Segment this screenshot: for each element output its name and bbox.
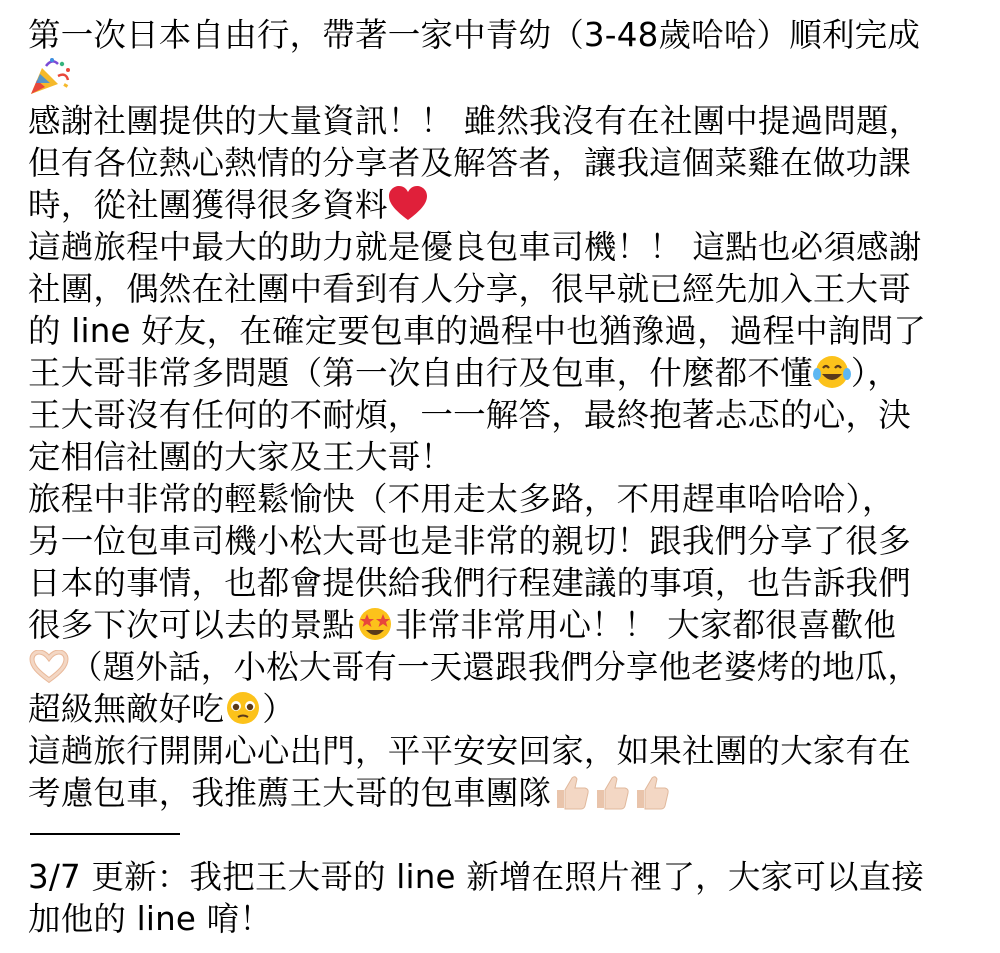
post-line: 這趟旅行開開心心出門，平平安安回家，如果社團的大家有在 bbox=[28, 732, 911, 770]
post-line: 王大哥非常多問題（第一次自由行及包車，什麼都不懂 ）， bbox=[28, 354, 900, 392]
post-line: 的 line 好友，在確定要包車的過程中也猶豫過，過程中詢問了 bbox=[28, 312, 927, 350]
divider-line bbox=[30, 833, 180, 835]
post-line: 第一次日本自由行，帶著一家中青幼（3-48歲哈哈）順利完成 bbox=[28, 16, 921, 54]
post-line: （題外話，小松大哥有一天還跟我們分享他老婆烤的地瓜， bbox=[28, 646, 920, 688]
post-line: 3/7 更新：我把王大哥的 line 新增在照片裡了，大家可以直接 bbox=[28, 858, 925, 896]
post-line: 很多下次可以去的景點 非常非常用心！！ 大家都很喜歡他 bbox=[28, 606, 897, 644]
post-line: 定相信社團的大家及王大哥！ bbox=[28, 438, 454, 476]
post-line bbox=[28, 56, 72, 98]
post-line: 超級無敵好吃 ） bbox=[28, 690, 295, 728]
pleading-face-icon bbox=[224, 690, 262, 726]
post-line: 這趟旅程中最大的助力就是優良包車司機！！ 這點也必須感謝 bbox=[28, 228, 922, 266]
post-line: 但有各位熱心熱情的分享者及解答者，讓我這個菜雞在做功課 bbox=[28, 144, 911, 182]
star-struck-icon bbox=[355, 606, 395, 642]
post-line: 日本的事情，也都會提供給我們行程建議的事項，也告訴我們 bbox=[28, 564, 911, 602]
party-popper-icon bbox=[28, 56, 72, 96]
post-line: 加他的 line 唷！ bbox=[28, 900, 273, 938]
post-line: 感謝社團提供的大量資訊！！ 雖然我沒有在社團中提過問題， bbox=[28, 102, 922, 140]
post-line: 考慮包車，我推薦王大哥的包車團隊 bbox=[28, 772, 671, 814]
tears-of-joy-icon bbox=[813, 354, 851, 390]
post-line: 旅程中非常的輕鬆愉快（不用走太多路，不用趕車哈哈哈）， bbox=[28, 480, 895, 518]
post-line: 社團，偶然在社團中看到有人分享，很早就已經先加入王大哥 bbox=[28, 270, 911, 308]
post-line: 王大哥沒有任何的不耐煩，一一解答，最終抱著忐忑的心，決 bbox=[28, 396, 911, 434]
post-line: 時，從社團獲得很多資料 bbox=[28, 184, 428, 226]
thumbs-up-icon bbox=[591, 774, 631, 810]
heart-hands-icon bbox=[28, 650, 70, 684]
post-line: 另一位包車司機小松大哥也是非常的親切！跟我們分享了很多 bbox=[28, 522, 911, 560]
thumbs-up-icon bbox=[551, 774, 591, 810]
red-heart-icon bbox=[388, 186, 428, 222]
thumbs-up-icon bbox=[631, 774, 671, 810]
